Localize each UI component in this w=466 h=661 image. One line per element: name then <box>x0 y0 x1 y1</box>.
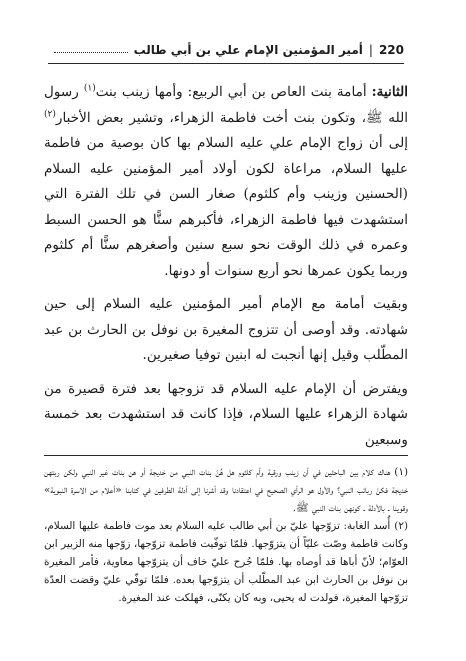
footnote-2-text: أُسد الغابة: تزوّجها عليّ بن أبي طالب عليه السلام بعد موت فاطمة عليها السلام، وكانت فاطمة وصّت عليّاً أن يتزوّجها. فلمّا توفّيت فاطمة تزوّجها، زوّجها منه الزبير ابن العوّام؛ لأنّ أباها قد أوصاه بها. فلمّا جُرح عليّ خاف أن يتزوّجها معاوية، فأمر المغيرة بن نوفل بن الحارث ابن عبد المطّلب أن يتزوّجها بعده. فلمّا توفّي عليّ وقضت العدّة تزوّجها المغيرة، فولدت له يحيى، وبه كان يكنّى، فهلكت عند المغيرة. <box>44 520 408 604</box>
page-number: 220 <box>378 43 404 57</box>
paragraph-1-part-b: رسول الله ﷺ، وتكون بنت أخت فاطمة الزهراء، وتشير بعض الأخبار <box>44 84 408 126</box>
footnote-1-text: هناك كلام بين الباحثين في أن زينب ورقية وأم كلثوم هل هُنّ بنات النبي من خديجة أو هن بنات غير النبي ولكن ربتهن خديجة فكنّ ربائب النبي؟ والأول هو الرأي الصحيح في اعتقادنا وقد أشرنا إلى أدلة الطرفين في كتابنا «أعلام من الاسرة النبوية» وقوينا ـ بالأدلة ـ كونهن بنات النبي ﷺ. <box>44 466 408 514</box>
running-header <box>48 38 404 62</box>
paragraph-1-part-c: إلى أن زواج الإمام علي عليه السلام بها كان بوصية من فاطمة عليها السلام، مراعاة لكون أولاد أمير المؤمنين عليه السلام (الحسنين وزينب وأم كلثوم) صغار السن في تلك الفترة التي استشهدت فيها فاطمة الزهراء، فأكبرهم سنًّا هو الحسن السبط وعمره في ذلك الوقت نحو سبع سنين وأصغرهم سنًّا أم كلثوم وربما يكون عمرها نحو أربع سنوات أو دونها. <box>44 135 408 279</box>
header-dot-leader <box>54 52 128 53</box>
footnote-rule <box>44 455 408 456</box>
footnote-2 <box>44 518 408 607</box>
footnote-2-number: (٢) <box>394 520 408 533</box>
footnote-ref-1: (١) <box>83 83 96 94</box>
book-title: أمير المؤمنين الإمام علي بن أبي طالب <box>133 43 363 57</box>
footnote-1 <box>44 464 408 517</box>
header-rule <box>48 63 404 64</box>
paragraph-3: ويفترض أن الإمام عليه السلام قد تزوجها بعد فترة قصيرة من شهادة الزهراء عليها السلام، فإذا كانت قد استشهدت بعد خمسة وسبعين <box>44 380 408 448</box>
footnote-1-number: (١) <box>394 466 408 478</box>
paragraph-lead: الثانية: <box>371 84 408 100</box>
paragraph-2: وبقيت أمامة مع الإمام أمير المؤمنين عليه السلام إلى حين شهادته. وقد أوصى أن تتزوج المغيرة بن نوفل بن الحارث بن عبد المطّلب وقيل إنها أنجبت له ابنين توفيا صغيرين. <box>44 296 408 363</box>
header-separator: | <box>368 43 373 57</box>
main-text <box>44 80 408 461</box>
footnotes <box>44 464 408 608</box>
paragraph-1-part-a: أمامة بنت العاص بن أبي الربيع: وأمها زينب بنت <box>95 84 372 100</box>
footnote-ref-2: (٢) <box>44 108 56 119</box>
paragraph-1 <box>44 80 408 284</box>
